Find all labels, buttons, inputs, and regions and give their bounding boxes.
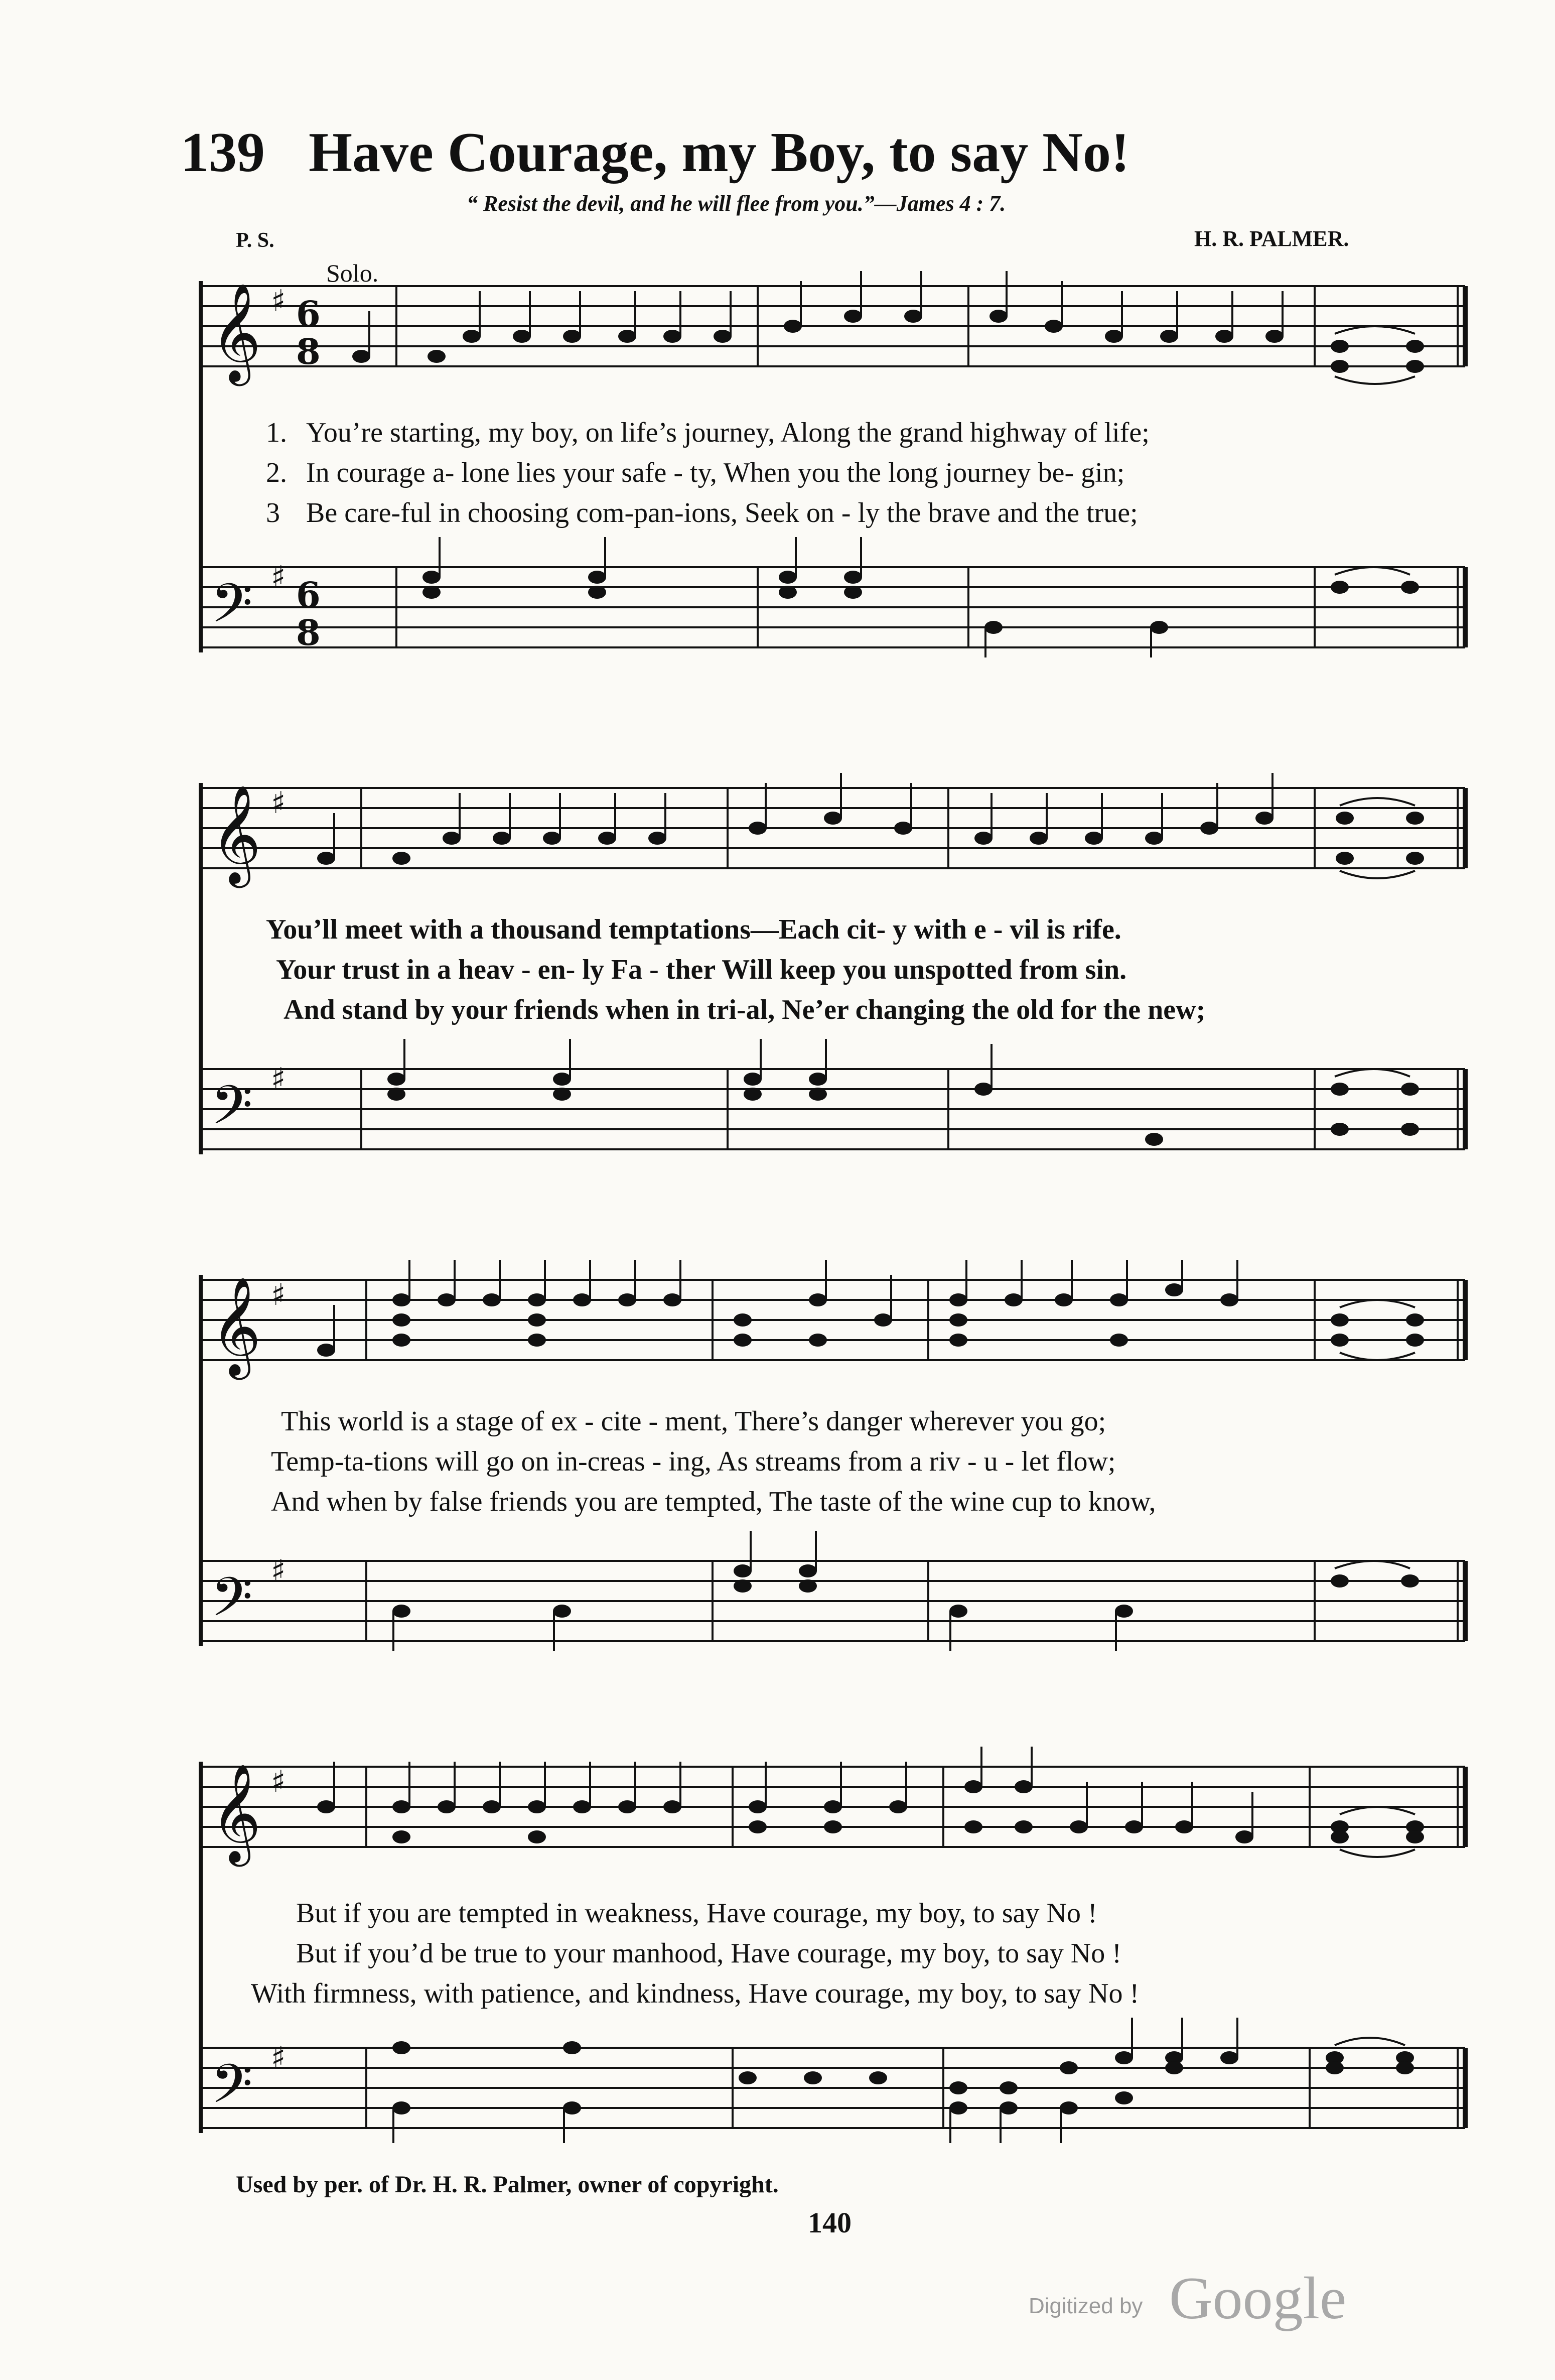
digitized-by-label: Digitized by (1029, 2294, 1143, 2318)
lyric-line: You’re starting, my boy, on life’s journey, Along the grand highway of life; (306, 417, 1150, 448)
lyric-line: But if you are tempted in weakness, Have courage, my boy, to say No ! (296, 1898, 1097, 1929)
lyric-line: Be care-ful in choosing com-pan-ions, Seek on - ly the brave and the true; (306, 497, 1138, 528)
svg-text:8: 8 (296, 331, 321, 372)
epigraph: “ Resist the devil, and he will flee from you.”—James 4 : 7. (467, 191, 1006, 216)
svg-text:♯: ♯ (271, 560, 286, 595)
lyric-line: In courage a- lone lies your safe - ty, When you the long journey be- gin; (306, 457, 1125, 488)
composer-credit: H. R. PALMER. (1194, 226, 1349, 251)
verse-number: 3 (266, 497, 280, 528)
meter-label: P. S. (236, 229, 274, 252)
lyric-line: Your trust in a heav - en- ly Fa - ther Will keep you unspotted from sin. (276, 954, 1127, 985)
svg-text:8: 8 (296, 612, 321, 653)
svg-text:6: 6 (296, 574, 321, 616)
svg-text:♯: ♯ (271, 1553, 286, 1589)
lyric-line: Temp-ta-tions will go on in-creas - ing, As streams from a riv - u - let flow; (271, 1446, 1116, 1477)
svg-text:♯: ♯ (271, 1764, 286, 1799)
svg-text:𝄞: 𝄞 (211, 1276, 261, 1376)
svg-text:𝄞: 𝄞 (211, 784, 261, 884)
svg-text:♯: ♯ (271, 2040, 286, 2075)
lyric-line: This world is a stage of ex - cite - ment, There’s danger wherever you go; (281, 1406, 1106, 1437)
svg-text:♯: ♯ (271, 785, 286, 821)
page-number: 140 (808, 2206, 852, 2239)
svg-text:𝄢: 𝄢 (211, 1074, 253, 1150)
svg-text:♯: ♯ (271, 1277, 286, 1312)
svg-text:𝄞: 𝄞 (211, 1763, 261, 1863)
lyric-line: And stand by your friends when in tri-al, Ne’er changing the old for the new; (284, 994, 1206, 1025)
lyric-line: But if you’d be true to your manhood, Have courage, my boy, to say No ! (296, 1938, 1121, 1969)
hymn-number: 139 (181, 121, 265, 184)
lyric-line: With firmness, with patience, and kindness, Have courage, my boy, to say No ! (251, 1978, 1140, 2009)
svg-text:6: 6 (296, 293, 321, 335)
google-watermark-logo: Google (1169, 2265, 1347, 2331)
svg-text:𝄞: 𝄞 (211, 283, 261, 382)
verse-number: 1. (266, 417, 287, 448)
verse-number: 2. (266, 457, 287, 488)
lyric-line: And when by false friends you are tempted, The taste of the wine cup to know, (271, 1486, 1156, 1517)
solo-label: Solo. (326, 259, 379, 287)
hymn-title: Have Courage, my Boy, to say No! (309, 121, 1130, 184)
copyright-credit: Used by per. of Dr. H. R. Palmer, owner of copyright. (236, 2171, 779, 2198)
svg-text:♯: ♯ (271, 284, 286, 319)
svg-text:𝄢: 𝄢 (211, 572, 253, 648)
svg-text:♯: ♯ (271, 1062, 286, 1097)
svg-text:𝄢: 𝄢 (211, 2052, 253, 2129)
lyric-line: You’ll meet with a thousand temptations—Each cit- y with e - vil is rife. (266, 914, 1121, 945)
svg-text:𝄢: 𝄢 (211, 1565, 253, 1642)
